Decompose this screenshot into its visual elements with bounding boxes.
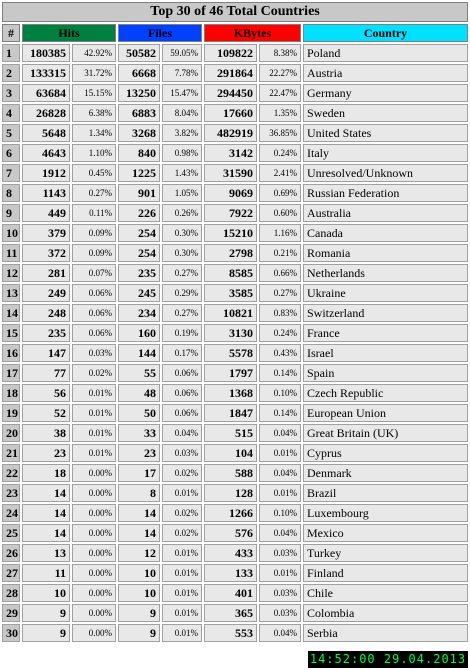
files-value: 160: [118, 324, 160, 342]
hits-value: 18: [22, 464, 70, 482]
kbytes-value: 1847: [204, 404, 257, 422]
table-row: [2, 64, 468, 82]
kbytes-value: 133: [204, 564, 257, 582]
files-value: 23: [118, 444, 160, 462]
hits-value: 235: [22, 324, 70, 342]
kbytes-percent: 0.04%: [259, 524, 301, 542]
hits-value: 26828: [22, 104, 70, 122]
country-name: Luxembourg: [303, 504, 468, 522]
hits-percent: 0.11%: [72, 204, 116, 222]
hits-value: 14: [22, 524, 70, 542]
hits-percent: 0.27%: [72, 184, 116, 202]
hits-value: 52: [22, 404, 70, 422]
files-percent: 0.02%: [162, 504, 202, 522]
kbytes-value: 3585: [204, 284, 257, 302]
header-hits: Hits: [22, 24, 116, 42]
row-number: 15: [2, 324, 20, 342]
table-row: [2, 384, 468, 402]
hits-value: 449: [22, 204, 70, 222]
header-kbytes: KBytes: [204, 24, 301, 42]
kbytes-value: 109822: [204, 44, 257, 62]
kbytes-percent: 22.27%: [259, 64, 301, 82]
hits-percent: 1.34%: [72, 124, 116, 142]
hits-value: 4643: [22, 144, 70, 162]
files-percent: 0.04%: [162, 424, 202, 442]
kbytes-value: 3142: [204, 144, 257, 162]
row-number: 11: [2, 244, 20, 262]
row-number: 7: [2, 164, 20, 182]
table-title: Top 30 of 46 Total Countries: [2, 2, 468, 22]
hits-value: 1143: [22, 184, 70, 202]
kbytes-percent: 0.43%: [259, 344, 301, 362]
files-percent: 0.03%: [162, 444, 202, 462]
kbytes-value: 8585: [204, 264, 257, 282]
row-number: 8: [2, 184, 20, 202]
table-row: [2, 584, 468, 602]
kbytes-value: 3130: [204, 324, 257, 342]
files-value: 1225: [118, 164, 160, 182]
header-country: Country: [303, 24, 468, 42]
country-name: European Union: [303, 404, 468, 422]
files-percent: 7.78%: [162, 64, 202, 82]
hits-percent: 0.03%: [72, 344, 116, 362]
country-name: Israel: [303, 344, 468, 362]
row-number: 10: [2, 224, 20, 242]
hits-value: 9: [22, 604, 70, 622]
hits-value: 281: [22, 264, 70, 282]
row-number: 14: [2, 304, 20, 322]
files-value: 33: [118, 424, 160, 442]
table-row: [2, 124, 468, 142]
hits-percent: 0.09%: [72, 244, 116, 262]
row-number: 18: [2, 384, 20, 402]
country-name: Czech Republic: [303, 384, 468, 402]
hits-percent: 0.00%: [72, 604, 116, 622]
kbytes-value: 365: [204, 604, 257, 622]
kbytes-percent: 0.04%: [259, 464, 301, 482]
files-value: 17: [118, 464, 160, 482]
row-number: 4: [2, 104, 20, 122]
table-row: [2, 264, 468, 282]
table-row: [2, 424, 468, 442]
kbytes-value: 2798: [204, 244, 257, 262]
hits-percent: 0.06%: [72, 324, 116, 342]
kbytes-value: 15210: [204, 224, 257, 242]
hits-percent: 0.00%: [72, 464, 116, 482]
hits-value: 379: [22, 224, 70, 242]
files-value: 10: [118, 564, 160, 582]
country-name: Austria: [303, 64, 468, 82]
kbytes-percent: 1.35%: [259, 104, 301, 122]
files-percent: 59.05%: [162, 44, 202, 62]
country-name: Poland: [303, 44, 468, 62]
kbytes-value: 10821: [204, 304, 257, 322]
kbytes-value: 553: [204, 624, 257, 642]
row-number: 27: [2, 564, 20, 582]
kbytes-percent: 0.60%: [259, 204, 301, 222]
hits-percent: 6.38%: [72, 104, 116, 122]
kbytes-percent: 0.01%: [259, 484, 301, 502]
hits-percent: 0.00%: [72, 524, 116, 542]
files-percent: 0.01%: [162, 564, 202, 582]
files-percent: 0.06%: [162, 384, 202, 402]
files-percent: 0.02%: [162, 464, 202, 482]
kbytes-value: 5578: [204, 344, 257, 362]
kbytes-value: 17660: [204, 104, 257, 122]
kbytes-value: 433: [204, 544, 257, 562]
files-value: 6883: [118, 104, 160, 122]
country-name: Brazil: [303, 484, 468, 502]
files-value: 9: [118, 604, 160, 622]
kbytes-percent: 8.38%: [259, 44, 301, 62]
kbytes-percent: 0.01%: [259, 444, 301, 462]
table-row: [2, 244, 468, 262]
table-row: [2, 44, 468, 62]
row-number: 1: [2, 44, 20, 62]
table-row: [2, 544, 468, 562]
table-row: [2, 484, 468, 502]
hits-value: 133315: [22, 64, 70, 82]
files-value: 55: [118, 364, 160, 382]
table-row: [2, 564, 468, 582]
kbytes-percent: 0.83%: [259, 304, 301, 322]
kbytes-value: 1266: [204, 504, 257, 522]
hits-value: 23: [22, 444, 70, 462]
hits-value: 9: [22, 624, 70, 642]
kbytes-percent: 2.41%: [259, 164, 301, 182]
row-number: 19: [2, 404, 20, 422]
table-body: [2, 44, 468, 642]
kbytes-value: 9069: [204, 184, 257, 202]
hits-value: 147: [22, 344, 70, 362]
hits-value: 77: [22, 364, 70, 382]
row-number: 3: [2, 84, 20, 102]
files-percent: 0.19%: [162, 324, 202, 342]
row-number: 5: [2, 124, 20, 142]
files-value: 50: [118, 404, 160, 422]
kbytes-percent: 0.24%: [259, 144, 301, 162]
row-number: 29: [2, 604, 20, 622]
files-value: 13250: [118, 84, 160, 102]
table-row: [2, 284, 468, 302]
table-row: [2, 464, 468, 482]
header-num: #: [2, 24, 20, 42]
hits-value: 14: [22, 504, 70, 522]
files-percent: 0.27%: [162, 304, 202, 322]
files-value: 10: [118, 584, 160, 602]
kbytes-value: 1368: [204, 384, 257, 402]
country-name: Italy: [303, 144, 468, 162]
row-number: 24: [2, 504, 20, 522]
row-number: 22: [2, 464, 20, 482]
kbytes-value: 294450: [204, 84, 257, 102]
kbytes-percent: 0.03%: [259, 544, 301, 562]
table-row: [2, 164, 468, 182]
hits-value: 372: [22, 244, 70, 262]
files-percent: 0.06%: [162, 404, 202, 422]
row-number: 2: [2, 64, 20, 82]
row-number: 12: [2, 264, 20, 282]
kbytes-percent: 0.66%: [259, 264, 301, 282]
files-value: 254: [118, 224, 160, 242]
table-row: [2, 104, 468, 122]
files-percent: 1.05%: [162, 184, 202, 202]
kbytes-value: 291864: [204, 64, 257, 82]
kbytes-value: 1797: [204, 364, 257, 382]
kbytes-percent: 0.04%: [259, 624, 301, 642]
kbytes-value: 588: [204, 464, 257, 482]
files-percent: 0.29%: [162, 284, 202, 302]
table-row: [2, 84, 468, 102]
kbytes-percent: 0.01%: [259, 564, 301, 582]
country-name: France: [303, 324, 468, 342]
country-name: Finland: [303, 564, 468, 582]
files-value: 14: [118, 504, 160, 522]
kbytes-percent: 0.14%: [259, 364, 301, 382]
country-name: Canada: [303, 224, 468, 242]
table-row: [2, 144, 468, 162]
files-value: 840: [118, 144, 160, 162]
hits-value: 11: [22, 564, 70, 582]
hits-value: 63684: [22, 84, 70, 102]
hits-percent: 0.01%: [72, 384, 116, 402]
header-files: Files: [118, 24, 202, 42]
files-percent: 1.43%: [162, 164, 202, 182]
row-number: 13: [2, 284, 20, 302]
country-name: Cyprus: [303, 444, 468, 462]
kbytes-value: 7922: [204, 204, 257, 222]
row-number: 28: [2, 584, 20, 602]
kbytes-percent: 0.21%: [259, 244, 301, 262]
files-value: 6668: [118, 64, 160, 82]
hits-value: 14: [22, 484, 70, 502]
kbytes-percent: 22.47%: [259, 84, 301, 102]
row-number: 20: [2, 424, 20, 442]
hits-value: 249: [22, 284, 70, 302]
hits-percent: 31.72%: [72, 64, 116, 82]
hits-value: 13: [22, 544, 70, 562]
country-name: Ukraine: [303, 284, 468, 302]
hits-percent: 0.00%: [72, 504, 116, 522]
country-name: Germany: [303, 84, 468, 102]
country-name: Russian Federation: [303, 184, 468, 202]
kbytes-percent: 0.10%: [259, 384, 301, 402]
files-value: 226: [118, 204, 160, 222]
table-row: [2, 444, 468, 462]
files-value: 50582: [118, 44, 160, 62]
hits-percent: 0.02%: [72, 364, 116, 382]
hits-percent: 0.07%: [72, 264, 116, 282]
kbytes-percent: 0.03%: [259, 604, 301, 622]
row-number: 30: [2, 624, 20, 642]
hits-percent: 0.00%: [72, 584, 116, 602]
country-name: Turkey: [303, 544, 468, 562]
hits-percent: 0.01%: [72, 424, 116, 442]
table-row: [2, 524, 468, 542]
country-name: Serbia: [303, 624, 468, 642]
country-name: Unresolved/Unknown: [303, 164, 468, 182]
files-value: 3268: [118, 124, 160, 142]
files-percent: 0.30%: [162, 224, 202, 242]
files-value: 144: [118, 344, 160, 362]
files-value: 9: [118, 624, 160, 642]
hits-percent: 0.01%: [72, 404, 116, 422]
kbytes-percent: 0.14%: [259, 404, 301, 422]
kbytes-percent: 0.69%: [259, 184, 301, 202]
country-name: United States: [303, 124, 468, 142]
files-percent: 8.04%: [162, 104, 202, 122]
hits-percent: 42.92%: [72, 44, 116, 62]
row-number: 21: [2, 444, 20, 462]
table-row: [2, 204, 468, 222]
table-row: [2, 304, 468, 322]
hits-value: 10: [22, 584, 70, 602]
country-name: Colombia: [303, 604, 468, 622]
files-percent: 0.06%: [162, 364, 202, 382]
hits-value: 180385: [22, 44, 70, 62]
hits-value: 248: [22, 304, 70, 322]
row-number: 16: [2, 344, 20, 362]
row-number: 23: [2, 484, 20, 502]
table-row: [2, 604, 468, 622]
files-percent: 0.01%: [162, 544, 202, 562]
row-number: 6: [2, 144, 20, 162]
hits-percent: 0.01%: [72, 444, 116, 462]
country-name: Sweden: [303, 104, 468, 122]
row-number: 25: [2, 524, 20, 542]
clock-overlay: 14:52:00 29.04.2013: [309, 652, 467, 666]
hits-percent: 0.06%: [72, 304, 116, 322]
table-row: [2, 364, 468, 382]
files-value: 8: [118, 484, 160, 502]
files-value: 245: [118, 284, 160, 302]
kbytes-percent: 36.85%: [259, 124, 301, 142]
table-row: [2, 344, 468, 362]
kbytes-percent: 0.04%: [259, 424, 301, 442]
row-number: 9: [2, 204, 20, 222]
hits-value: 1912: [22, 164, 70, 182]
row-number: 17: [2, 364, 20, 382]
country-name: Switzerland: [303, 304, 468, 322]
hits-value: 38: [22, 424, 70, 442]
country-name: Great Britain (UK): [303, 424, 468, 442]
kbytes-value: 482919: [204, 124, 257, 142]
hits-percent: 1.10%: [72, 144, 116, 162]
files-value: 254: [118, 244, 160, 262]
files-percent: 0.26%: [162, 204, 202, 222]
files-value: 48: [118, 384, 160, 402]
country-name: Netherlands: [303, 264, 468, 282]
files-percent: 0.17%: [162, 344, 202, 362]
files-percent: 0.02%: [162, 524, 202, 542]
hits-percent: 0.00%: [72, 624, 116, 642]
files-value: 235: [118, 264, 160, 282]
country-name: Chile: [303, 584, 468, 602]
files-value: 12: [118, 544, 160, 562]
kbytes-value: 31590: [204, 164, 257, 182]
hits-percent: 0.09%: [72, 224, 116, 242]
hits-percent: 15.15%: [72, 84, 116, 102]
kbytes-value: 401: [204, 584, 257, 602]
country-name: Romania: [303, 244, 468, 262]
files-percent: 0.98%: [162, 144, 202, 162]
files-percent: 3.82%: [162, 124, 202, 142]
files-value: 901: [118, 184, 160, 202]
kbytes-value: 576: [204, 524, 257, 542]
country-name: Mexico: [303, 524, 468, 542]
kbytes-percent: 0.27%: [259, 284, 301, 302]
table-row: [2, 624, 468, 642]
kbytes-percent: 0.10%: [259, 504, 301, 522]
table-row: [2, 184, 468, 202]
kbytes-percent: 0.24%: [259, 324, 301, 342]
files-percent: 0.01%: [162, 484, 202, 502]
table-row: [2, 504, 468, 522]
kbytes-value: 128: [204, 484, 257, 502]
kbytes-percent: 0.03%: [259, 584, 301, 602]
hits-percent: 0.00%: [72, 564, 116, 582]
kbytes-value: 104: [204, 444, 257, 462]
hits-percent: 0.45%: [72, 164, 116, 182]
country-name: Spain: [303, 364, 468, 382]
country-name: Australia: [303, 204, 468, 222]
table-row: [2, 324, 468, 342]
hits-percent: 0.06%: [72, 284, 116, 302]
files-value: 234: [118, 304, 160, 322]
files-percent: 0.30%: [162, 244, 202, 262]
kbytes-percent: 1.16%: [259, 224, 301, 242]
hits-percent: 0.00%: [72, 484, 116, 502]
table-row: [2, 224, 468, 242]
files-percent: 15.47%: [162, 84, 202, 102]
kbytes-value: 515: [204, 424, 257, 442]
files-value: 14: [118, 524, 160, 542]
country-name: Denmark: [303, 464, 468, 482]
hits-percent: 0.00%: [72, 544, 116, 562]
row-number: 26: [2, 544, 20, 562]
files-percent: 0.27%: [162, 264, 202, 282]
hits-value: 56: [22, 384, 70, 402]
files-percent: 0.01%: [162, 584, 202, 602]
files-percent: 0.01%: [162, 624, 202, 642]
hits-value: 5648: [22, 124, 70, 142]
table-row: [2, 404, 468, 422]
files-percent: 0.01%: [162, 604, 202, 622]
